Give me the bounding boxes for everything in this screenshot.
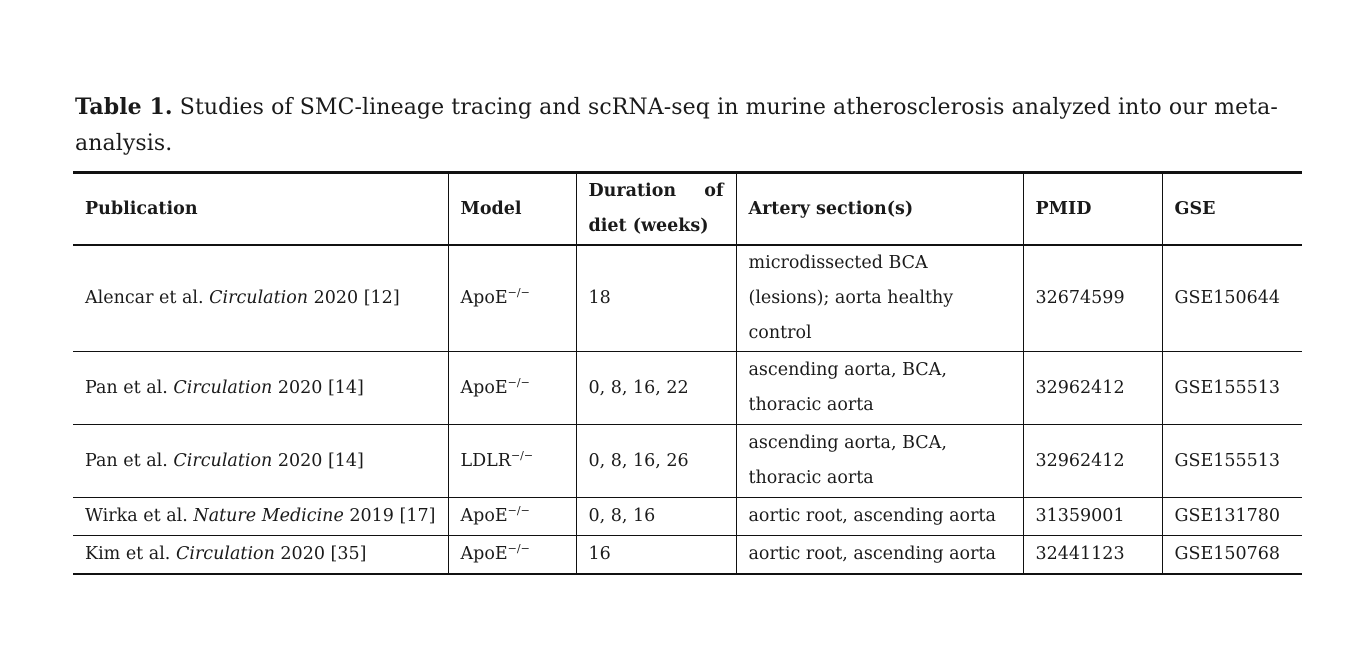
model-name: ApoE — [460, 288, 508, 308]
cell-model — [448, 245, 576, 352]
artery-line: microdissected BCA — [748, 253, 928, 273]
header-model: Model — [448, 173, 576, 246]
pub-journal: Circulation — [173, 450, 273, 471]
cell-gse: GSE155513 — [1162, 425, 1302, 498]
artery-line: ascending aorta, BCA, — [748, 360, 947, 380]
pub-year-ref: 2020 [14] — [277, 450, 364, 471]
cell-artery — [736, 352, 1023, 425]
caption-label: Table 1. — [75, 94, 173, 120]
caption-text: Studies of SMC-lineage tracing and scRNA-seq in murine atherosclerosis analyzed into our meta-analysis. — [75, 95, 1278, 156]
cell-artery — [736, 536, 1023, 575]
header-pmid: PMID — [1023, 173, 1162, 246]
model-genotype: −/− — [507, 375, 530, 389]
cell-publication — [73, 536, 448, 575]
table-row — [73, 245, 1302, 352]
cell-duration: 18 — [576, 245, 736, 352]
table-row — [73, 498, 1302, 536]
header-gse: GSE — [1162, 173, 1302, 246]
artery-line: thoracic aorta — [748, 468, 874, 488]
pub-year-ref: 2020 [12] — [313, 288, 400, 308]
pub-authors: Kim et al. — [85, 544, 171, 564]
pub-year-ref: 2020 [14] — [277, 377, 364, 398]
cell-publication — [73, 498, 448, 536]
model-genotype: −/− — [507, 286, 530, 300]
cell-publication — [73, 245, 448, 352]
pub-journal: Circulation — [173, 377, 273, 398]
cell-duration: 0, 8, 16 — [576, 498, 736, 536]
studies-table — [73, 171, 1302, 575]
cell-duration: 0, 8, 16, 22 — [576, 352, 736, 425]
header-artery: Artery section(s) — [736, 173, 1023, 246]
pub-authors: Wirka et al. — [85, 506, 188, 526]
pub-journal: Circulation — [209, 288, 309, 308]
pub-journal: Circulation — [175, 544, 275, 564]
pub-year-ref: 2020 [35] — [280, 544, 367, 564]
cell-model — [448, 425, 576, 498]
header-publication: Publication — [85, 198, 198, 219]
table-row — [73, 536, 1302, 575]
model-genotype: −/− — [510, 448, 534, 462]
pub-year-ref: 2019 [17] — [349, 506, 436, 526]
model-name: ApoE — [460, 506, 508, 526]
header-duration-word2: of — [704, 181, 724, 201]
cell-gse: GSE131780 — [1162, 498, 1302, 536]
artery-line: aortic root, ascending aorta — [748, 506, 996, 526]
cell-publication — [73, 425, 448, 498]
cell-pmid: 32674599 — [1023, 245, 1162, 352]
model-name: LDLR — [460, 450, 511, 471]
cell-gse: GSE150644 — [1162, 245, 1302, 352]
cell-artery — [736, 425, 1023, 498]
pub-authors: Pan et al. — [85, 450, 168, 471]
cell-publication — [73, 352, 448, 425]
cell-pmid: 32962412 — [1023, 352, 1162, 425]
pub-journal: Nature Medicine — [193, 506, 344, 526]
artery-line: ascending aorta, BCA, — [748, 433, 947, 453]
cell-model — [448, 352, 576, 425]
cell-pmid: 31359001 — [1023, 498, 1162, 536]
artery-line: thoracic aorta — [748, 395, 874, 415]
cell-duration: 16 — [576, 536, 736, 575]
cell-artery — [736, 498, 1023, 536]
cell-gse: GSE155513 — [1162, 352, 1302, 425]
table-caption — [75, 89, 1290, 162]
table-row — [73, 352, 1302, 425]
cell-model — [448, 536, 576, 575]
artery-line: (lesions); aorta healthy — [748, 288, 954, 308]
cell-pmid: 32441123 — [1023, 536, 1162, 575]
header-duration — [576, 173, 736, 246]
cell-gse: GSE150768 — [1162, 536, 1302, 575]
model-genotype: −/− — [507, 504, 530, 518]
cell-duration: 0, 8, 16, 26 — [576, 425, 736, 498]
cell-artery — [736, 245, 1023, 352]
artery-line: control — [748, 323, 812, 343]
cell-model — [448, 498, 576, 536]
pub-authors: Alencar et al. — [85, 288, 204, 308]
model-name: ApoE — [460, 544, 508, 564]
table-row — [73, 425, 1302, 498]
model-genotype: −/− — [507, 542, 530, 556]
table-header-row — [73, 173, 1302, 246]
artery-line: aortic root, ascending aorta — [748, 544, 996, 564]
header-duration-word1: Duration — [588, 181, 677, 201]
pub-authors: Pan et al. — [85, 377, 168, 398]
header-duration-line2: diet (weeks) — [588, 216, 709, 236]
cell-pmid: 32962412 — [1023, 425, 1162, 498]
model-name: ApoE — [460, 377, 508, 398]
